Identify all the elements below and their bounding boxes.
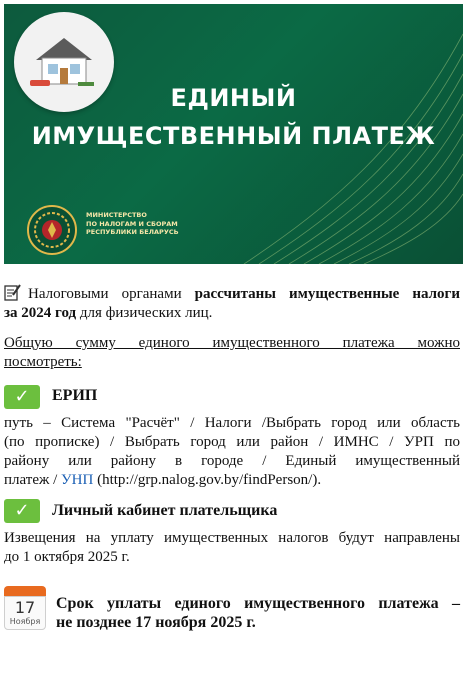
- ministry-line: ПО НАЛОГАМ И СБОРАМ: [86, 219, 178, 228]
- intro-paragraph: [4, 284, 460, 323]
- notice-paragraph: [4, 529, 460, 567]
- erip-line3: району или району в городе / Единый имущественный: [4, 453, 460, 469]
- calendar-icon: [4, 586, 46, 630]
- banner-title-line1: ЕДИНЫЙ: [170, 84, 297, 112]
- notice-line1: Извещения на уплату имущественных налогов будут направлены: [4, 530, 460, 546]
- ministry-name: [86, 211, 179, 237]
- calendar-month: Ноября: [9, 617, 41, 626]
- deadline-line1: Срок уплаты единого имущественного платежа –: [56, 595, 460, 612]
- erip-line4-start: платеж /: [4, 472, 62, 488]
- ministry-line: РЕСПУБЛИКИ БЕЛАРУСЬ: [86, 228, 179, 236]
- ministry-emblem-icon: [26, 204, 78, 256]
- ministry-line: МИНИСТЕРСТВО: [86, 211, 147, 219]
- erip-heading: ЕРИП: [52, 387, 98, 404]
- intro-text: Налоговыми органами: [28, 286, 195, 302]
- deadline-line2: не позднее 17 ноября 2025 г.: [56, 614, 256, 631]
- erip-path-paragraph: [4, 414, 460, 490]
- notice-line2: до 1 октября 2025 г.: [4, 549, 130, 565]
- cabinet-heading: Личный кабинет плательщика: [52, 502, 278, 519]
- check-icon: ✓: [4, 499, 40, 523]
- view-total-line2: посмотреть:: [4, 354, 82, 370]
- house-icon: [28, 30, 100, 90]
- intro-tail: для физических лиц.: [76, 305, 213, 321]
- intro-bold-text: рассчитаны имущественные налоги: [194, 286, 460, 302]
- intro-year: за 2024 год: [4, 305, 77, 321]
- header-banner: [4, 4, 463, 264]
- unp-link[interactable]: УНП: [61, 472, 94, 488]
- erip-line1: путь – Система "Расчёт" / Налоги /Выбрать город или область: [4, 415, 460, 431]
- calendar-day: 17: [14, 598, 36, 617]
- banner-title-line2: ИМУЩЕСТВЕННЫЙ ПЛАТЕЖ: [31, 122, 436, 150]
- view-total-line1: Общую сумму единого имущественного платежа можно: [4, 335, 460, 351]
- check-icon: ✓: [4, 385, 40, 409]
- deadline-text: [56, 594, 460, 632]
- note-pencil-icon: [4, 284, 22, 301]
- erip-url: (http://grp.nalog.gov.by/findPerson/).: [93, 472, 322, 488]
- erip-line2: (по прописке) / Выбрать город или район / ИМНС / УРП по: [4, 434, 460, 450]
- view-total-paragraph: [4, 334, 460, 372]
